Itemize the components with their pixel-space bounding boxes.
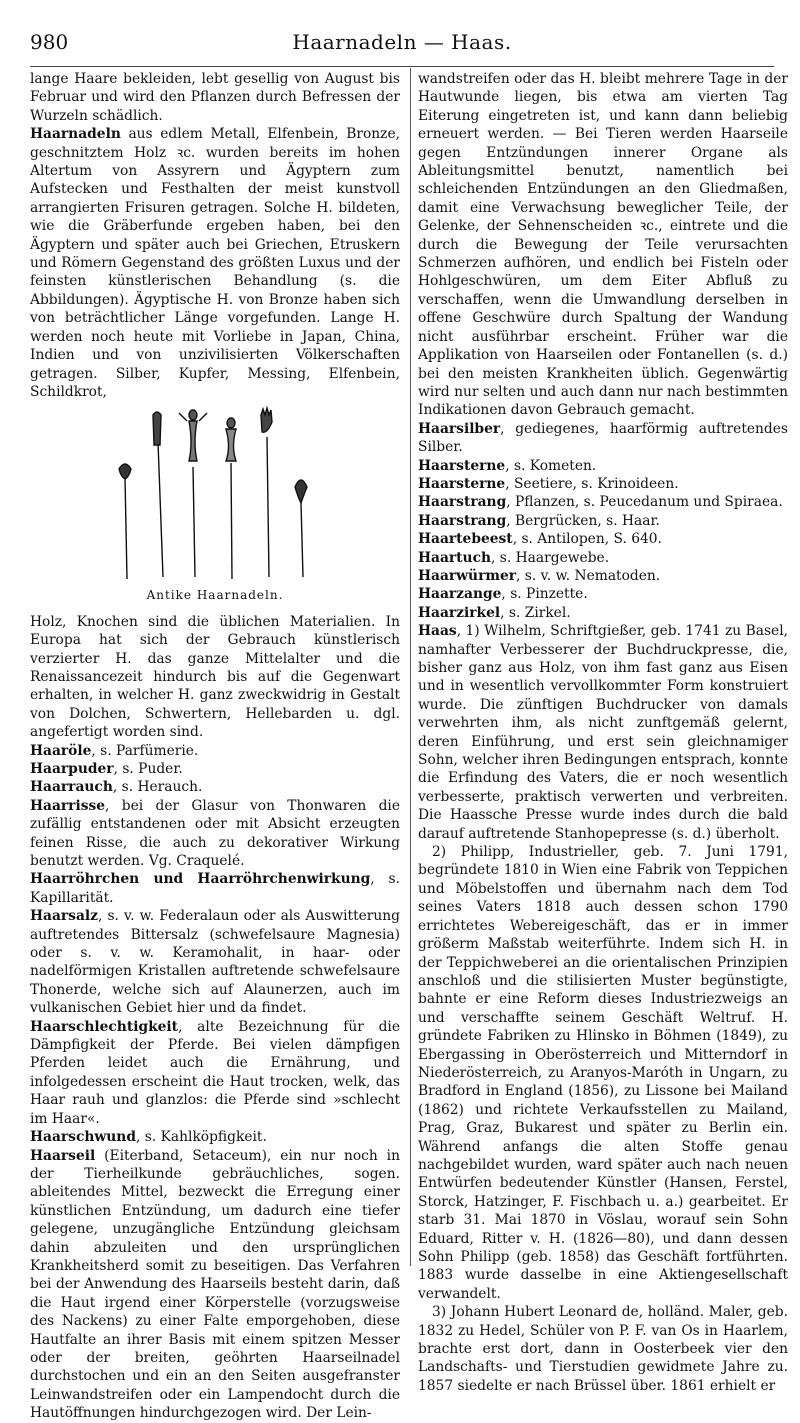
headword: Haarstrang <box>418 512 507 529</box>
entry-body: , s. v. w. Federalaun oder als Auswitterung auftretendes Bittersalz (schwefelsaure Magnesia) oder s. v. w. Keramohalit, in haar- oder nadelförmigen Kristallen auftretende schwefelsaure Thonerde, welche sich auf Alaunerzen, auch im vulkanischen Gebiet hier und da findet. <box>30 908 400 1017</box>
entry-text: lange Haare bekleiden, lebt gesellig von August bis Februar und wird den Pflanzen durch Befressen der Wurzeln schädlich. <box>30 71 400 124</box>
headword: Haarstrang <box>418 494 507 511</box>
entry-haarrauch <box>30 778 400 796</box>
entry-haas-3: 3) Johann Hubert Leonard de, holländ. Maler, geb. 1832 zu Hedel, Schüler von P. F. van Os in Haarlem, brachte erst dort, dann in Oosterbeek vier den Landschafts- und Tierstudien gewidmete Jahre zu. 1857 siedelte er nach Brüssel über. 1861 erhielt er <box>418 1304 788 1394</box>
headword: Haarzange <box>418 586 502 603</box>
entry-haarroehrchen <box>30 870 400 907</box>
entry-body: , Pflanzen, s. Peucedanum und Spiraea. <box>506 494 783 511</box>
entry-body: , s. Herauch. <box>112 779 203 796</box>
entry-haarseil <box>30 1147 400 1423</box>
entry-body: , s. Parfümerie. <box>91 742 199 759</box>
hairpins-illustration <box>105 407 325 582</box>
entry-body: , Seetiere, s. Krinoideen. <box>505 475 679 492</box>
entry-body: , s. Kahlköpfigkeit. <box>135 1129 267 1146</box>
entry-haarstrang-1 <box>418 493 788 511</box>
headword: Haarschwund <box>30 1129 136 1146</box>
entry-haartuch <box>418 549 788 567</box>
entry-haarzange <box>418 585 788 603</box>
entry-body: aus edlem Metall, Elfenbein, Bronze, geschnitztem Holz ꝛc. wurden bereits im hohen Altertum von Assyrern und Ägyptern zum Aufstecken und Festhalten der meist kunstvoll arrangierten Frisuren getragen. Solche H. bildeten, wie die Gräberfunde ergeben haben, bei den Ägyptern und später auch bei Griechen, Etruskern und Römern Gegenstand des größten Luxus und der feinsten künstlerischen Behandlung (s. die Abbildungen). Ägyptische H. von Bronze haben sich von beträchtlicher Länge vorgefunden. Lange H. werden noch heute mit Vorliebe in Japan, China, Indien und von unzivilisierten Völkerschaften getragen. Silber, Kupfer, Messing, Elfenbein, Schildkrot, <box>30 126 400 400</box>
entry-body: , s. Kapillarität. <box>30 871 400 906</box>
headword: Haarseil <box>30 1147 96 1164</box>
entry-body: , s. Zirkel. <box>500 604 571 621</box>
headword: Haarpuder <box>30 760 114 777</box>
dictionary-page <box>30 26 788 1422</box>
entry-body: , 1) Wilhelm, Schriftgießer, geb. 1741 zu Basel, namhafter Verbesserer der Buchdruckpresse, die, bisher ganz aus Holz, von ihm fast ganz aus Eisen und in wesentlich vervollkommter Form konstruiert wurde. Die zünftigen Buchdrucker von damals verwehrten ihm, als nicht zunftgemäß gelernt, deren Einführung, und erst sein gleichnamiger Sohn, welcher ihren Bedingungen entsprach, konnte die Erfindung des Vaters, die er noch wesentlich verbesserte, praktisch verwerten und verbreiten. Die Haassche Presse wurde indes durch die bald darauf auftretende Stanhopepresse (s. d.) überholt. <box>418 623 788 842</box>
column-divider <box>410 68 411 1266</box>
entry-body: , s. Kometen. <box>505 457 597 474</box>
entry-haarsterne-2 <box>418 475 788 493</box>
entry-haarwuermer <box>418 567 788 585</box>
antique-hairpins-figure <box>30 407 400 604</box>
running-title: Haarnadeln — Haas. <box>292 30 512 54</box>
entry-body: , Bergrücken, s. Haar. <box>506 512 660 529</box>
headword: Haarnadeln <box>30 126 121 143</box>
headword: Haarröhrchen und Haarröhrchenwirkung <box>30 871 371 888</box>
right-column <box>418 70 788 1394</box>
figure-caption: Antike Haarnadeln. <box>146 588 284 603</box>
page-number: 980 <box>30 30 69 54</box>
headword: Haarsilber <box>418 420 501 437</box>
headword: Haarsterne <box>418 457 506 474</box>
headword: Haartebeest <box>418 531 513 548</box>
headword: Haas <box>418 623 457 640</box>
left-column <box>30 70 400 1422</box>
headword: Haarrisse <box>30 797 106 814</box>
page-header <box>30 26 774 67</box>
entry-haarsterne-1 <box>418 457 788 475</box>
entry-haarstrang-2 <box>418 512 788 530</box>
headword: Haarwürmer <box>418 567 517 584</box>
entry-haarpuder <box>30 760 400 778</box>
entry-haartebeest <box>418 530 788 548</box>
entry-haarschlechtigkeit <box>30 1018 400 1128</box>
headword: Haarzirkel <box>418 604 501 621</box>
headword: Haartuch <box>418 549 492 566</box>
entry-text: Holz, Knochen sind die üblichen Materialien. In Europa hat sich der Gebrauch künstlerisch verzierter H. das ganze Mittelalter und die Renaissancezeit hindurch bis auf die Gegenwart erhalten, in welcher H. ganz zweckwidrig in Gestalt von Dolchen, Schwertern, Hellebarden u. dgl. angefertigt worden sind. <box>30 613 400 741</box>
entry-haas <box>418 622 788 843</box>
entry-body: , s. Haargewebe. <box>491 549 610 566</box>
entry-body: , alte Bezeichnung für die Dämpfigkeit der Pferde. Bei vielen dämpfigen Pferden leidet auch die Ernährung, und infolgedessen erscheint die Haut trocken, welk, das Haar rauh und glanzlos: die Pferde sind »schlecht im Haar«. <box>30 1018 400 1127</box>
entry-body: , s. Antilopen, S. 640. <box>512 531 662 548</box>
headword: Haarsterne <box>418 475 506 492</box>
headword: Haaröle <box>30 742 92 759</box>
headword: Haarrauch <box>30 779 113 796</box>
entry-haarschwund <box>30 1128 400 1146</box>
entry-haarsilber <box>418 420 788 457</box>
entry-haarnadeln <box>30 125 400 401</box>
entry-body: (Eiterband, Setaceum), ein nur noch in der Tierheilkunde gebräuchliches, sogen. ableitendes Mittel, bezweckt die Erregung einer künstlichen Entzündung, um dadurch eine tiefer gelegene, unzugängliche Entzündung gleichsam dahin abzuleiten und den ursprünglichen Krankheitsherd somit zu beseitigen. Das Verfahren bei der Anwendung des Haarseils besteht darin, daß die Haut irgend einer Körperstelle (vorzugsweise des Nackens) zu einer Falte emporgehoben, diese Hautfalte an ihrer Basis mit einem spitzen Messer oder der breiten, geöhrten Haarseilnadel durchstochen und ein an den Seiten ausgefranster Leinwandstreifen oder ein Lampendocht durch die Hautöffnungen hindurchgezogen wird. Der Lein- <box>30 1147 400 1422</box>
entry-haaroele <box>30 742 400 760</box>
headword: Haarschlechtigkeit <box>30 1018 179 1035</box>
entry-body: , s. Puder. <box>113 760 183 777</box>
entry-haarsalz <box>30 907 400 1017</box>
entry-body: , gediegenes, haarförmig auftretendes Silber. <box>418 420 788 456</box>
entry-text: wandstreifen oder das H. bleibt mehrere Tage in der Hautwunde liegen, bis etwa am vierten Tag Eiterung eingetreten ist, und kann dann beliebig erneuert werden. — Bei Tieren werden Haarseile gegen Entzündungen innerer Organe als Ableitungsmittel benutzt, namentlich bei schleichenden Entzündungen an den Gliedmaßen, damit eine Verwachsung beweglicher Teile, der Gelenke, der Sehnenscheiden ꝛc., eintrete und die durch die Bewegung der Teile verursachten Schmerzen aufhören, und endlich bei Fisteln oder Hohlgeschwüren, um dem Eiter Abfluß zu verschaffen, wenn die Umwandlung derselben in offene Geschwüre durch Spaltung der Wandung nicht ausführbar erscheint. Früher war die Applikation von Haarseilen oder Fontanellen (s. d.) bei den meisten Krankheiten üblich. Gegenwärtig wird nur selten und auch dann nur nach bestimmten Indikationen davon Gebrauch gemacht. <box>418 71 788 419</box>
entry-body: , s. v. w. Nematoden. <box>516 567 661 584</box>
entry-body: , s. Pinzette. <box>501 586 588 603</box>
entry-haarzirkel <box>418 604 788 622</box>
entry-haas-2: 2) Philipp, Industrieller, geb. 7. Juni 1791, begründete 1810 in Wien eine Fabrik von Teppichen und Möbelstoffen und übernahm nach dem Tod seines Vaters 1818 auch dessen schon 1790 errichtetes Webereigeschäft, das er in immer größerm Maßstab weiterführte. Indem sich H. in der Teppichweberei an die orientalischen Prinzipien anschloß und die stilisierten Muster begünstigte, bahnte er eine Reform dieses Industriezweigs an und verschaffte seinem Geschäft Weltruf. H. gründete Fabriken zu Hlinsko in Böhmen (1849), zu Ebergassing in Oberösterreich und Mitterndorf in Niederösterreich, zu Aranyos-Maróth in Ungarn, zu Bradford in England (1856), zu Lissone bei Mailand (1862) und richtete Verkaufsstellen zu Mailand, Prag, Graz, Bukarest und später zu Berlin ein. Während anfangs die alten Stoffe genau nachgebildet wurden, ward später auch nach neuen Entwürfen bedeutender Künstler (Hansen, Ferstel, Storck, Hatzinger, F. Fischbach u. a.) gearbeitet. Er starb 31. Mai 1870 in Vöslau, worauf sein Sohn Eduard, Ritter v. H. (1826—80), und dann dessen Sohn Philipp (geb. 1858) das Geschäft fortführten. 1883 wurde dasselbe in eine Aktiengesellschaft verwandelt. <box>418 844 788 1302</box>
entry-body: , bei der Glasur von Thonwaren die zufällig entstandenen oder mit Absicht erzeugten feinen Risse, die auch zu dekorativer Wirkung benutzt werden. Vg. Craquelé. <box>30 797 400 869</box>
headword: Haarsalz <box>30 908 98 925</box>
entry-haarrisse <box>30 797 400 871</box>
